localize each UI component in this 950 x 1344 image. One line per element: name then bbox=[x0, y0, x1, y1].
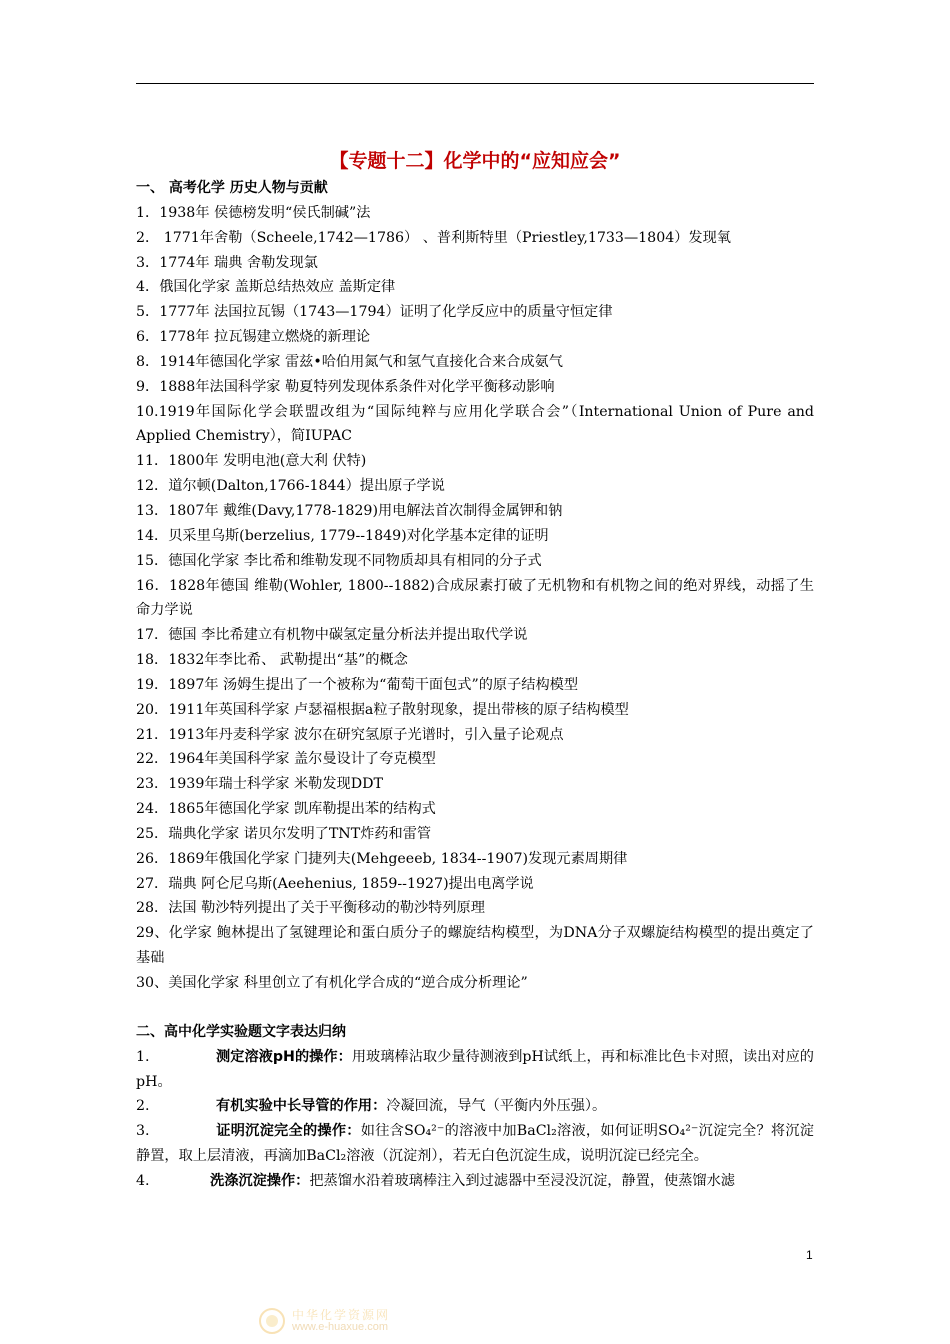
watermark bbox=[258, 1306, 390, 1336]
history-item: 27．瑞典 阿仑尼乌斯(Aeehenius, 1859--1927)提出电离学说 bbox=[136, 875, 534, 892]
history-item: 12．道尔顿(Dalton,1766-1844）提出原子学说 bbox=[136, 478, 445, 495]
history-item: 13．1807年 戴维(Davy,1778-1829)用电解法首次制得金属钾和钠 bbox=[136, 502, 563, 519]
history-item: 17．德国 李比希建立有机物中碳氢定量分析法并提出取代学说 bbox=[136, 627, 528, 644]
item-label: 证明沉淀完全的操作： bbox=[216, 1123, 361, 1140]
history-item: 18．1832年李比希、 武勒提出“基”的概念 bbox=[136, 652, 408, 669]
history-item: 14．贝采里乌斯(berzelius, 1779--1849)对化学基本定律的证明 bbox=[136, 527, 549, 544]
section2-heading: 二、高中化学实验题文字表达归纳 bbox=[136, 1023, 346, 1040]
history-item: 24．1865年德国化学家 凯库勒提出苯的结构式 bbox=[136, 801, 436, 818]
experiment-item bbox=[136, 1119, 814, 1169]
section2-list bbox=[136, 1045, 814, 1194]
experiment-item bbox=[136, 1169, 814, 1194]
history-item: 8．1914年德国化学家 雷兹•哈伯用氮气和氢气直接化合来合成氨气 bbox=[136, 353, 563, 370]
item-text: 用玻璃棒沾取少量待测液到pH试纸上，再和标准比色卡对照，读出对应的pH。 bbox=[136, 1048, 814, 1090]
history-item: 28．法国 勒沙特列提出了关于平衡移动的勒沙特列原理 bbox=[136, 900, 485, 917]
history-item: 9．1888年法国科学家 勒夏特列发现体系条件对化学平衡移动影响 bbox=[136, 378, 555, 395]
item-text: 把蒸馏水沿着玻璃棒注入到过滤器中至浸没沉淀，静置，使蒸馏水滤 bbox=[309, 1172, 735, 1189]
history-item: 3．1774年 瑞典 舍勒发现氯 bbox=[136, 254, 318, 271]
item-number: 1. bbox=[136, 1048, 150, 1065]
watermark-site-name: 中华化学资源网 bbox=[292, 1308, 391, 1322]
history-item: 4．俄国化学家 盖斯总结热效应 盖斯定律 bbox=[136, 279, 396, 296]
section1-heading: 一、 高考化学 历史人物与贡献 bbox=[136, 180, 328, 196]
section1-list bbox=[136, 201, 814, 996]
item-number: 2. bbox=[136, 1098, 150, 1115]
experiment-item bbox=[136, 1045, 814, 1095]
history-item: 16．1828年德国 维勒(Wohler, 1800--1882)合成尿素打破了无机物和有机物之间的绝对界线，动摇了生命力学说 bbox=[136, 577, 814, 619]
page-title: 【专题十二】化学中的“应知应会” bbox=[329, 150, 621, 172]
history-item: 11．1800年 发明电池(意大利 伏特) bbox=[136, 453, 367, 470]
experiment-item bbox=[136, 1094, 814, 1119]
history-item: 10.1919年国际化学会联盟改组为“国际纯粹与应用化学联合会”（International Union of Pure and Applied Chemistry），简IUPAC bbox=[136, 403, 814, 445]
item-text: 如往含SO₄²⁻的溶液中加BaCl₂溶液，如何证明SO₄²⁻沉淀完全？将沉淀静置，取上层清液，再滴加BaCl₂溶液（沉淀剂），若无白色沉淀生成，说明沉淀已经完全。 bbox=[136, 1123, 814, 1165]
watermark-url: www.e-huaxue.com bbox=[292, 1321, 388, 1333]
history-item: 15．德国化学家 李比希和维勒发现不同物质却具有相同的分子式 bbox=[136, 552, 542, 569]
history-item: 26．1869年俄国化学家 门捷列夫(Mehgeeeb, 1834--1907)发现元素周期律 bbox=[136, 850, 628, 867]
history-item: 23．1939年瑞士科学家 米勒发现DDT bbox=[136, 776, 383, 793]
header-rule bbox=[136, 83, 814, 84]
history-item: 20．1911年英国科学家 卢瑟福根据a粒子散射现象，提出带核的原子结构模型 bbox=[136, 701, 629, 718]
history-item: 5．1777年 法国拉瓦锡（1743—1794）证明了化学反应中的质量守恒定律 bbox=[136, 304, 613, 321]
page-number: 1 bbox=[806, 1248, 813, 1262]
history-item: 2． 1771年舍勒（Scheele,1742—1786） 、普利斯特里（Priestley,1733—1804）发现氧 bbox=[136, 229, 731, 246]
history-item: 21．1913年丹麦科学家 波尔在研究氢原子光谱时，引入量子论观点 bbox=[136, 726, 564, 743]
document-body bbox=[136, 176, 814, 1194]
item-label: 洗涤沉淀操作： bbox=[210, 1172, 310, 1189]
history-item: 25．瑞典化学家 诺贝尔发明了TNT炸药和雷管 bbox=[136, 825, 432, 842]
history-item: 6．1778年 拉瓦锡建立燃烧的新理论 bbox=[136, 329, 371, 346]
item-label: 有机实验中长导管的作用： bbox=[216, 1098, 387, 1115]
history-item: 30、美国化学家 科里创立了有机化学合成的“逆合成分析理论” bbox=[136, 975, 528, 991]
item-number: 4. bbox=[136, 1172, 150, 1189]
item-number: 3. bbox=[136, 1123, 150, 1140]
history-item: 19．1897年 汤姆生提出了一个被称为“葡萄干面包式”的原子结构模型 bbox=[136, 676, 579, 693]
history-item: 22．1964年美国科学家 盖尔曼设计了夸克模型 bbox=[136, 751, 436, 768]
site-logo-icon bbox=[258, 1307, 286, 1335]
item-label: 测定溶液pH的操作： bbox=[216, 1048, 352, 1065]
item-text: 冷凝回流，导气（平衡内外压强）。 bbox=[386, 1098, 607, 1115]
history-item: 1．1938年 侯德榜发明“侯氏制碱”法 bbox=[136, 204, 371, 221]
history-item: 29、化学家 鲍林提出了氢键理论和蛋白质分子的螺旋结构模型，为DNA分子双螺旋结构模型的提出奠定了基础 bbox=[136, 925, 814, 967]
